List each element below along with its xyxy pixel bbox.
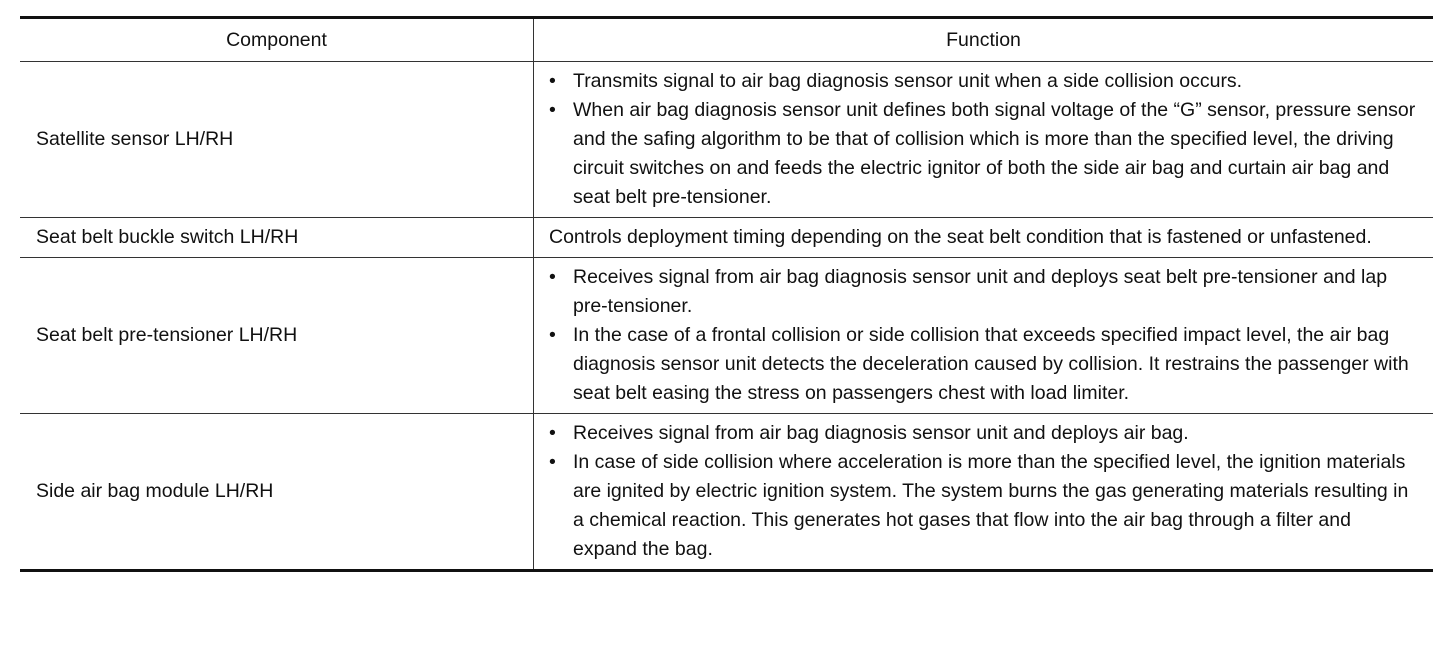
table-row [20, 61, 1433, 217]
function-bullet-list [549, 419, 1419, 564]
function-bullet: • In the case of a frontal collision or side collision that exceeds specified impact level, the air bag diagnosis sensor unit detects the deceleration caused by collision. It restrains the passenger with seat belt easing the stress on passengers chest with load limiter. [549, 321, 1419, 408]
table-row [20, 217, 1433, 257]
function-bullet: • Receives signal from air bag diagnosis sensor unit and deploys seat belt pre-tensioner and lap pre-tensioner. [549, 263, 1419, 321]
function-bullet: • When air bag diagnosis sensor unit defines both signal voltage of the “G” sensor, pressure sensor and the safing algorithm to be that of collision which is more than the specified level, the driving circuit switches on and feeds the electric ignitor of both the side air bag and curtain air bag and seat belt pre-tensioner. [549, 96, 1419, 212]
function-cell [534, 62, 1433, 217]
function-bullet: • Transmits signal to air bag diagnosis sensor unit when a side collision occurs. [549, 67, 1419, 96]
component-cell: Seat belt pre-tensioner LH/RH [20, 258, 534, 413]
component-cell: Side air bag module LH/RH [20, 414, 534, 569]
function-bullet: • In case of side collision where acceleration is more than the specified level, the ignition materials are ignited by electric ignition system. The system burns the gas generating materials resulting in a chemical reaction. This generates hot gases that flow into the air bag through a filter and expand the bag. [549, 448, 1419, 564]
component-cell: Satellite sensor LH/RH [20, 62, 534, 217]
function-cell [534, 414, 1433, 569]
table-header-row [20, 19, 1433, 61]
function-cell [534, 258, 1433, 413]
table-row [20, 413, 1433, 569]
function-bullet-list [549, 67, 1419, 212]
function-bullet-list [549, 263, 1419, 408]
function-cell [534, 218, 1433, 257]
column-header-component: Component [20, 19, 534, 61]
table-row [20, 257, 1433, 413]
function-text: Controls deployment timing depending on the seat belt condition that is fastened or unfastened. [549, 226, 1372, 248]
component-function-table [20, 16, 1433, 572]
column-header-function: Function [946, 28, 1021, 51]
function-bullet: • Receives signal from air bag diagnosis sensor unit and deploys air bag. [549, 419, 1419, 448]
component-cell: Seat belt buckle switch LH/RH [20, 218, 534, 257]
